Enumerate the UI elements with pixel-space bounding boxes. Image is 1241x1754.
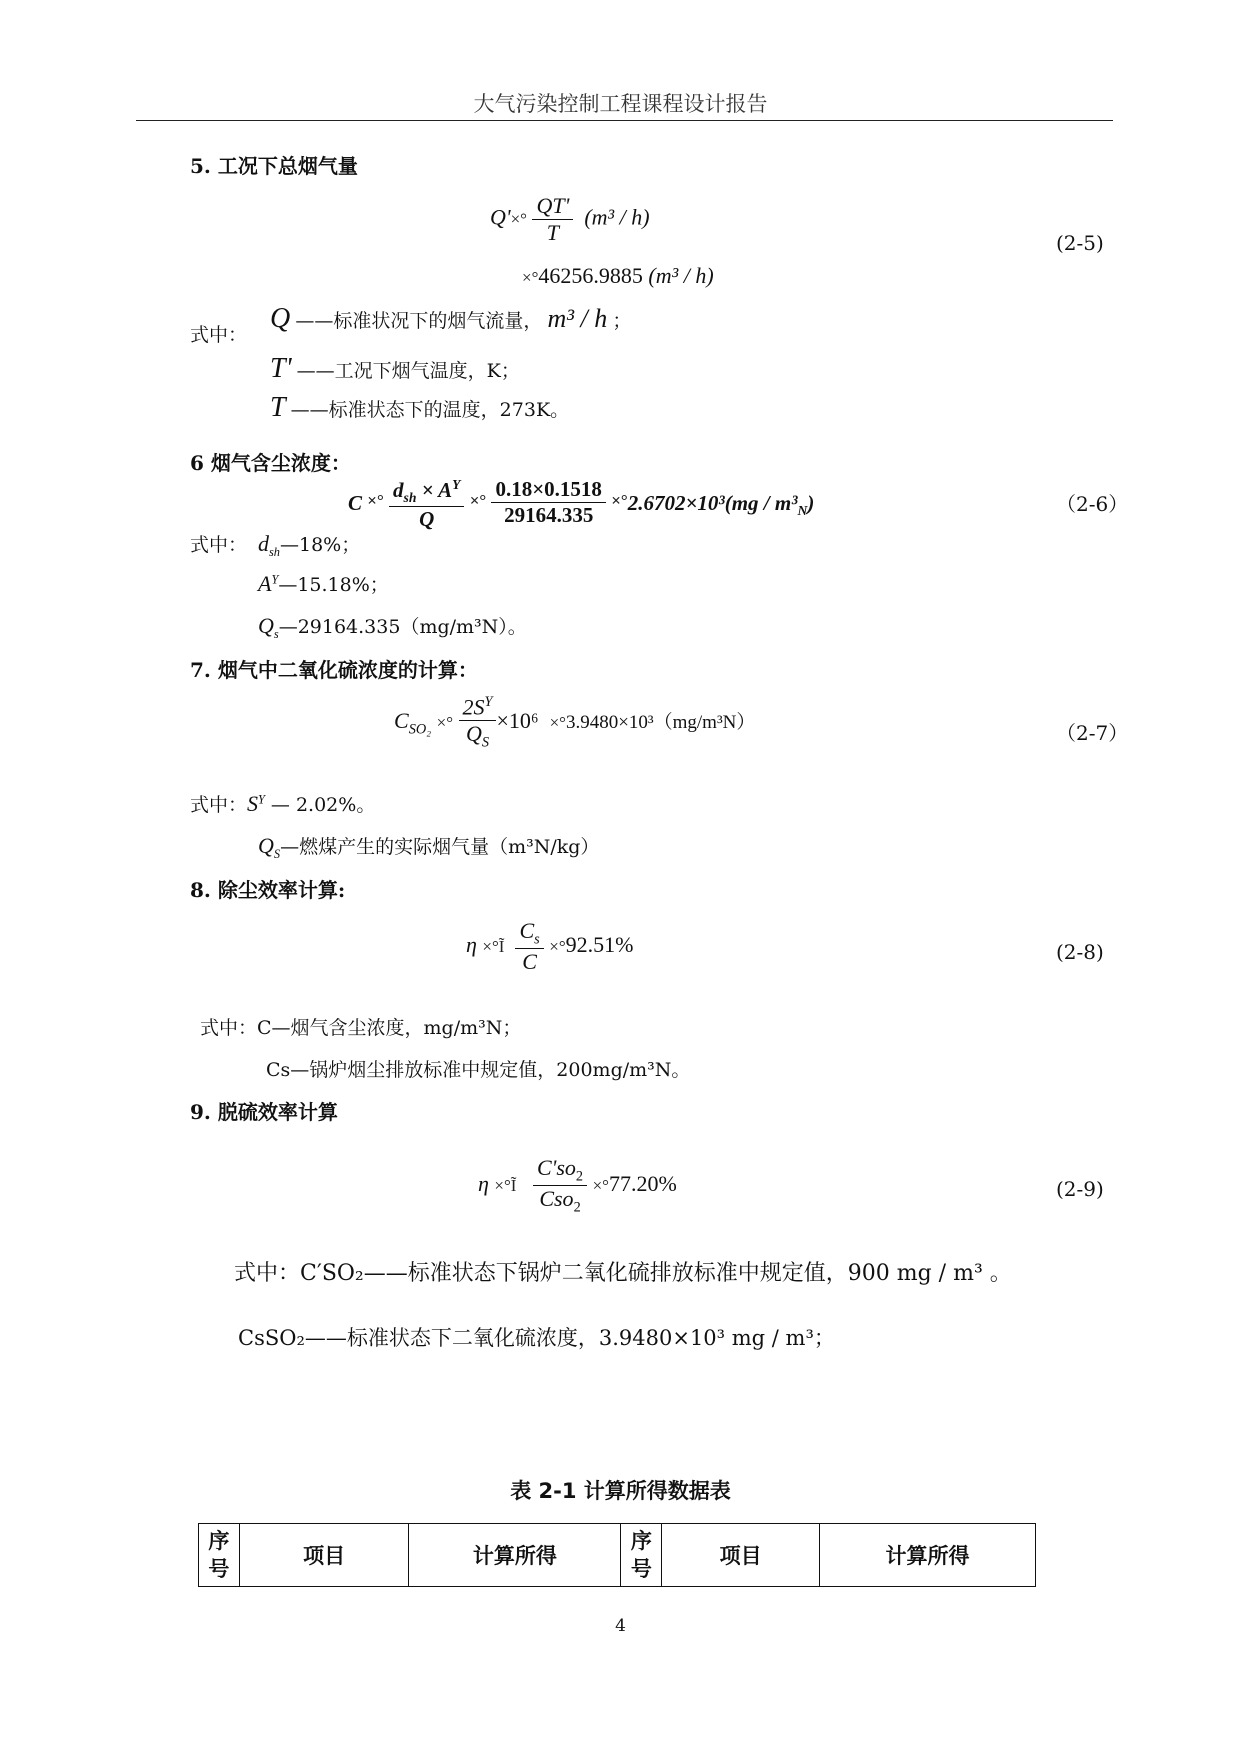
equation-number: (2-8) xyxy=(1056,940,1104,964)
equation-number: (2-9) xyxy=(1056,1177,1104,1201)
page-number: 4 xyxy=(615,1616,626,1636)
equation-2-5-line2: ×°46256.9885 (m³ / h) xyxy=(522,263,714,288)
variable-definition: 式中：$S^Y$ — 2.02%。 xyxy=(190,791,376,816)
equation-number: （2-6） xyxy=(1056,492,1129,516)
variable-definition: $Q_s—29164.335(mg/m^3N)$。 xyxy=(258,613,527,641)
section-6-heading: 6 烟气含尘浓度： xyxy=(190,451,351,475)
equation-2-9: η ×°Ĩ $\frac{C'so_2}{Cso_2}$ ×°77.20% xyxy=(478,1155,677,1216)
variable-definition: $d_{sh}—18\%$； xyxy=(258,531,361,559)
variable-definition: 式中：C′SO₂——标准状态下锅炉二氧化硫排放标准中规定值，900 mg / m³ 。 xyxy=(234,1261,1012,1286)
variable-definition: T' ——工况下烟气温度，K； xyxy=(270,353,520,384)
section-8-heading: 8. 除尘效率计算: xyxy=(190,878,346,902)
equation-2-5-line1: Q'×° $\frac{QT'}{T}$ (m³ / h) xyxy=(490,193,650,245)
table-caption: 表 2-1 计算所得数据表 xyxy=(510,1479,731,1503)
data-table xyxy=(198,1523,1036,1587)
table-header-cell: 项目 xyxy=(239,1524,409,1587)
where-label: 式中： xyxy=(190,534,248,556)
table-header-cell: 计算所得 xyxy=(409,1524,621,1587)
variable-definition: CsSO₂——标准状态下二氧化硫浓度，3.9480×10³ mg / m³； xyxy=(238,1326,835,1350)
equation-number: (2-5) xyxy=(1056,231,1104,255)
where-label: 式中： xyxy=(190,324,248,346)
equation-number: （2-7） xyxy=(1056,721,1129,745)
section-9-heading: 9. 脱硫效率计算 xyxy=(190,1100,338,1124)
table-header-cell: 计算所得 xyxy=(819,1524,1035,1587)
table-header-cell: 序号 xyxy=(199,1524,240,1587)
variable-definition: Q ——标准状况下的烟气流量， m³ / h ； xyxy=(270,303,632,334)
variable-definition: $Q_S—$燃煤产生的实际烟气量（m³N/kg） xyxy=(258,833,600,861)
variable-definition: 式中：C—烟气含尘浓度，mg/m³N； xyxy=(200,1017,522,1039)
page-header: 大气污染控制工程课程设计报告 xyxy=(473,92,768,116)
equation-2-7: $C_{SO_2}$ ×° $\frac{2S^Y}{Q_S}$ ×10⁶ ×°3.9480×10³（mg/m³N） xyxy=(394,694,756,751)
section-7-heading: 7. 烟气中二氧化硫浓度的计算： xyxy=(190,658,478,682)
table-header-row xyxy=(199,1524,1036,1587)
equation-2-8: η ×°Ĩ $\frac{C_s}{C}$ ×°92.51% xyxy=(466,918,634,975)
section-5-heading: 5. 工况下总烟气量 xyxy=(190,154,358,178)
table-header-cell: 序号 xyxy=(621,1524,662,1587)
variable-definition: $A^Y—15.18\%$； xyxy=(258,571,389,596)
table-header-cell: 项目 xyxy=(662,1524,820,1587)
equation-2-6: C ×° $\frac{d_{sh} \times A^Y}{Q}$ ×° $\frac{0.18\times 0.1518}{29164.335}$ $\times^\circ 2.6702\times 10^3(mg / m^3_N)$ xyxy=(348,477,815,532)
variable-definition: Cs—锅炉烟尘排放标准中规定值，200mg/m³N。 xyxy=(266,1059,691,1081)
variable-definition: T ——标准状态下的温度，273K。 xyxy=(270,392,570,423)
header-rule xyxy=(136,120,1113,121)
